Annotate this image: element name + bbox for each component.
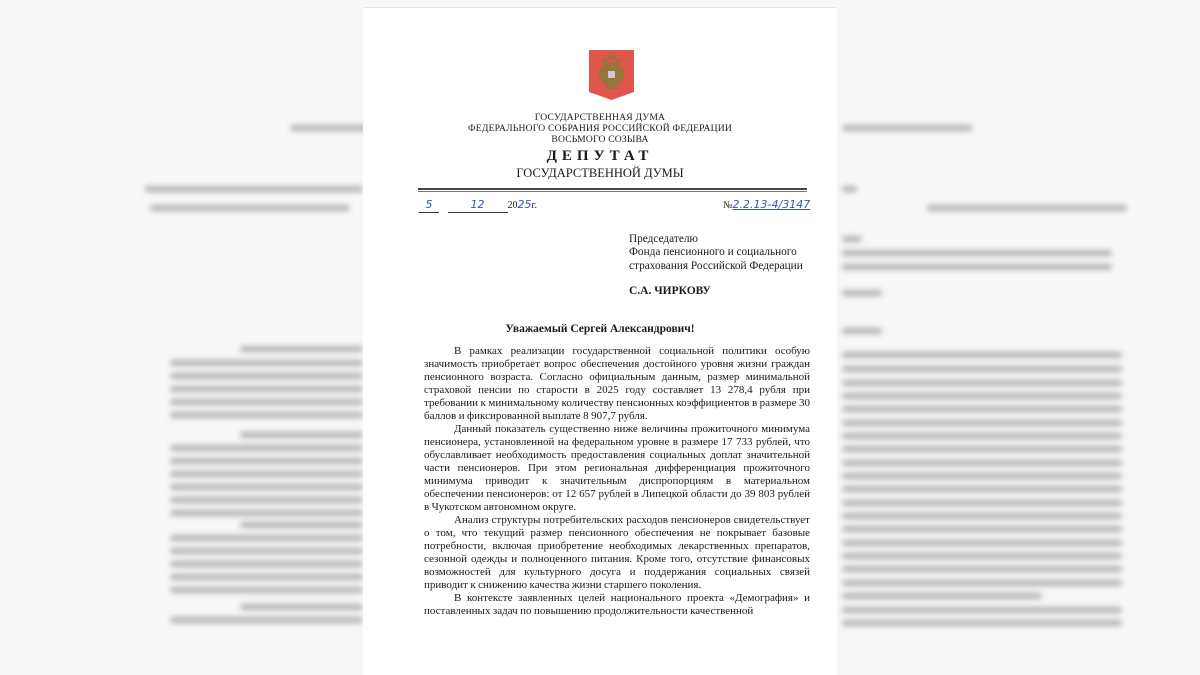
addressee-line: Фонда пенсионного и социального xyxy=(629,246,797,259)
blurred-stripe xyxy=(170,386,363,392)
number-label: № xyxy=(723,200,733,211)
blurred-stripe xyxy=(842,420,1122,426)
paragraph: В контексте заявленных целей национального проекта «Демография» и поставленных задач по повышению продолжительности качественной xyxy=(424,592,810,617)
blurred-stripe xyxy=(170,399,363,405)
blurred-stripe xyxy=(145,186,363,192)
blurred-stripe xyxy=(842,433,1122,439)
blurred-stripe xyxy=(842,473,1122,479)
blurred-stripe xyxy=(842,125,972,131)
blurred-background-right xyxy=(837,0,1127,675)
paragraph: Данный показатель существенно ниже величины прожиточного минимума пенсионера, установленной на федеральном уровне в размере 17 733 рублей, что обуславливает необходимость предоставления социальных доплат значительной части пенсионеров. При этом региональная дифференциация прожиточного минимума приводит к значительным диспропорциям в материальном обеспечении пенсионеров: от 12 657 рублей в Липецкой области до 39 803 рублей в Чукотском автономном округе. xyxy=(424,423,810,513)
addressee-line: страхования Российской Федерации xyxy=(629,259,803,272)
paragraph: В рамках реализации государственной социальной политики особую значимость приобретает вопрос обеспечения достойного уровня жизни граждан пенсионного возраста. Согласно официальным данным, размер минимальной страховой пенсии по старости в 2025 году составляет 13 278,4 рубля при требовании к минимальному количеству пенсионных коэффициентов в размере 30 баллов и фиксированной выплате 8 907,7 рубля. xyxy=(424,345,810,422)
blurred-stripe xyxy=(170,548,363,554)
blurred-stripe xyxy=(842,186,857,192)
letterhead-line: ФЕДЕРАЛЬНОГО СОБРАНИЯ РОССИЙСКОЙ ФЕДЕРАЦИИ xyxy=(468,123,732,134)
blurred-stripe xyxy=(842,580,1122,586)
blurred-stripe xyxy=(842,366,1122,372)
addressee-line: Председателю xyxy=(629,233,698,245)
blurred-stripe xyxy=(842,513,1122,519)
blurred-stripe xyxy=(842,406,1122,412)
blurred-stripe xyxy=(170,445,363,451)
number-value: 2.2.13-4/3147 xyxy=(732,198,811,211)
blurred-stripe xyxy=(170,587,363,593)
letterhead-title: ДЕПУТАТ xyxy=(546,148,654,164)
greeting: Уважаемый Сергей Александрович! xyxy=(505,323,695,335)
blurred-stripe xyxy=(842,593,1042,599)
blurred-stripe xyxy=(240,346,363,352)
blurred-stripe xyxy=(842,500,1122,506)
reference-number xyxy=(723,198,810,213)
blurred-stripe xyxy=(170,471,363,477)
blurred-stripe xyxy=(170,373,363,379)
blurred-stripe xyxy=(842,460,1122,466)
blurred-stripe xyxy=(842,566,1122,572)
blurred-stripe xyxy=(927,205,1127,211)
blurred-stripe xyxy=(842,620,1122,626)
blurred-stripe xyxy=(170,458,363,464)
blurred-stripe xyxy=(842,380,1122,386)
blurred-stripe xyxy=(842,264,1112,270)
date-line xyxy=(419,198,537,213)
blurred-stripe xyxy=(842,328,882,334)
blurred-stripe xyxy=(842,607,1122,613)
blurred-stripe xyxy=(240,432,363,438)
date-year-suffix: 25 xyxy=(517,198,532,211)
blurred-background-left xyxy=(140,0,363,675)
blurred-stripe xyxy=(170,561,363,567)
blurred-stripe xyxy=(170,574,363,580)
date-day: 5 xyxy=(419,198,439,213)
blurred-stripe xyxy=(842,540,1122,546)
blurred-stripe xyxy=(170,535,363,541)
addressee xyxy=(629,233,803,273)
blurred-stripe xyxy=(842,393,1122,399)
blurred-stripe xyxy=(240,522,363,528)
blurred-stripe xyxy=(170,360,363,366)
blurred-stripe xyxy=(842,352,1122,358)
blurred-stripe xyxy=(842,250,1112,256)
letter-body xyxy=(424,345,810,618)
letterhead-subtitle: ГОСУДАРСТВЕННОЙ ДУМЫ xyxy=(516,166,684,180)
addressee-name: С.А. ЧИРКОВУ xyxy=(629,285,711,297)
blurred-stripe xyxy=(842,236,862,242)
divider xyxy=(418,188,807,190)
blurred-stripe xyxy=(842,486,1122,492)
letterhead-line: ВОСЬМОГО СОЗЫВА xyxy=(551,134,649,145)
date-year-mark: г. xyxy=(531,200,537,211)
blurred-stripe xyxy=(170,412,363,418)
blurred-stripe xyxy=(842,553,1122,559)
date-year-prefix: 20 xyxy=(507,200,518,211)
letterhead-line: ГОСУДАРСТВЕННАЯ ДУМА xyxy=(534,112,666,123)
blurred-stripe xyxy=(842,446,1122,452)
blurred-stripe xyxy=(170,510,363,516)
blurred-stripe xyxy=(170,497,363,503)
paragraph: Анализ структуры потребительских расходов пенсионеров свидетельствует о том, что текущий размер пенсионного обеспечения не покрывает базовые потребности, включая приобретение необходимых лекарственных препаратов, сезонной одежды и полноценного питания. Кроме того, отсутствие финансовых возможностей для культурного досуга и поддержания социальных связей приводит к снижению качества жизни старшего поколения. xyxy=(424,514,810,591)
date-month: 12 xyxy=(448,198,508,213)
blurred-stripe xyxy=(240,604,363,610)
divider xyxy=(418,191,807,192)
coat-of-arms-icon xyxy=(589,50,634,100)
document-page xyxy=(363,8,837,675)
blurred-stripe xyxy=(170,617,363,623)
blurred-stripe xyxy=(842,526,1122,532)
blurred-stripe xyxy=(842,290,882,296)
blurred-stripe xyxy=(170,484,363,490)
blurred-stripe xyxy=(150,205,350,211)
